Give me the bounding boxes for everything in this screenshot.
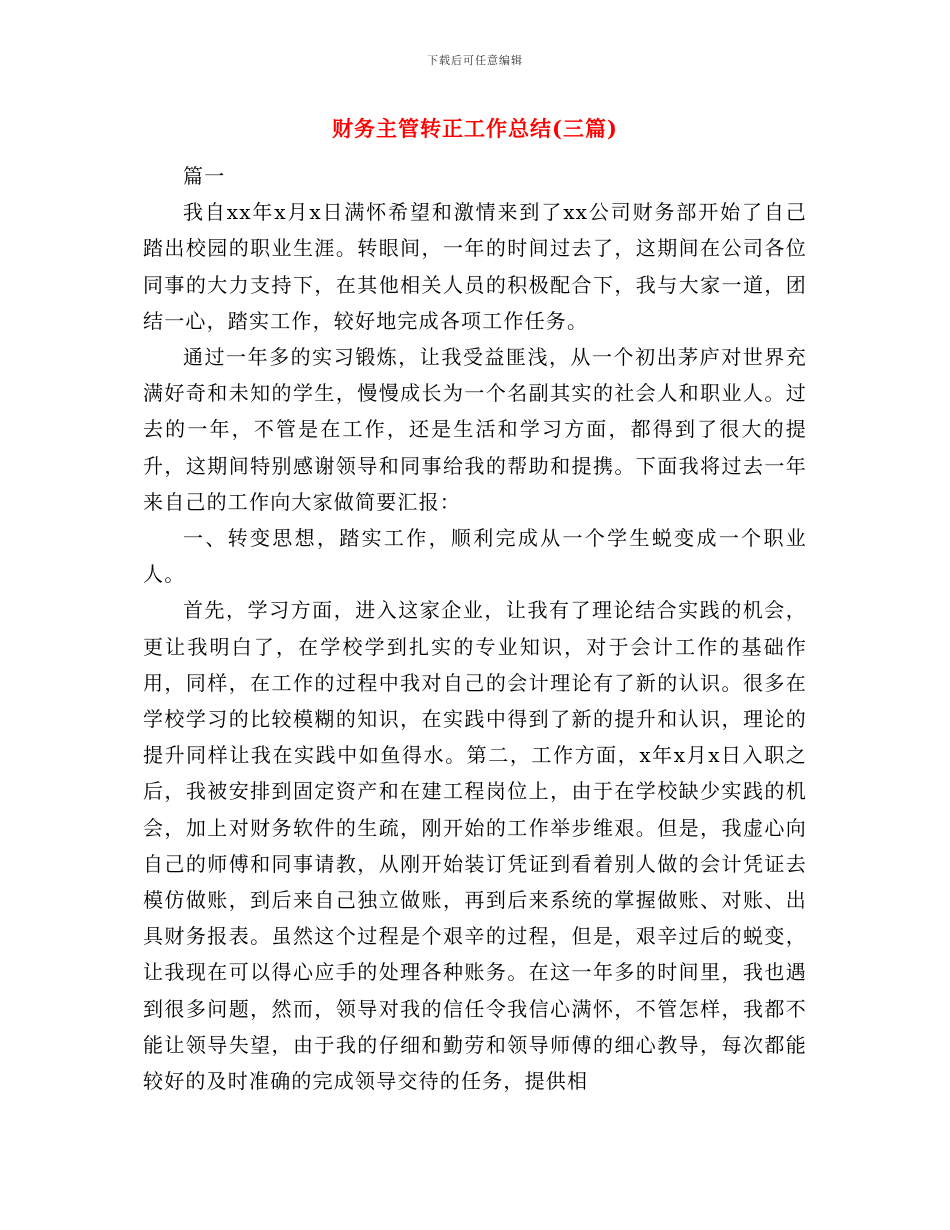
document-title: 财务主管转正工作总结(三篇) bbox=[332, 116, 618, 141]
paragraph: 我自xx年x月x日满怀希望和激情来到了xx公司财务部开始了自己踏出校园的职业生涯。转眼间，一年的时间过去了，这期间在公司各位同事的大力支持下，在其他相关人员的积极配合下，我与大家一道，团结一心，踏实工作，较好地完成各项工作任务。 bbox=[143, 200, 807, 333]
paragraph: 一、转变思想，踏实工作，顺利完成从一个学生蜕变成一个职业人。 bbox=[143, 526, 807, 587]
document-body bbox=[143, 158, 807, 1099]
paragraph: 首先，学习方面，进入这家企业，让我有了理论结合实践的机会，更让我明白了，在学校学到扎实的专业知识，对于会计工作的基础作用，同样，在工作的过程中我对自己的会计理论有了新的认识。很多在学校学习的比较模糊的知识，在实践中得到了新的提升和认识，理论的提升同样让我在实践中如鱼得水。第二，工作方面，x年x月x日入职之后，我被安排到固定资产和在建工程岗位上，由于在学校缺少实践的机会，加上对财务软件的生疏，刚开始的工作举步维艰。但是，我虚心向自己的师傅和同事请教，从刚开始装订凭证到看着别人做的会计凭证去模仿做账，到后来自己独立做账，再到后来系统的掌握做账、对账、出具财务报表。虽然这个过程是个艰辛的过程，但是，艰辛过后的蜕变，让我现在可以得心应手的处理各种账务。在这一年多的时间里，我也遇到很多问题，然而，领导对我的信任令我信心满怀，不管怎样，我都不能让领导失望，由于我的仔细和勤劳和领导师傅的细心教导，每次都能较好的及时准确的完成领导交待的任务，提供相 bbox=[143, 598, 807, 1094]
section-label: 篇一 bbox=[183, 164, 226, 188]
header-note: 下载后可任意编辑 bbox=[427, 54, 523, 67]
paragraph: 通过一年多的实习锻炼，让我受益匪浅，从一个初出茅庐对世界充满好奇和未知的学生，慢慢成长为一个名副其实的社会人和职业人。过去的一年，不管是在工作，还是生活和学习方面，都得到了很大的提升，这期间特别感谢领导和同事给我的帮助和提携。下面我将过去一年来自己的工作向大家做简要汇报： bbox=[143, 345, 807, 514]
